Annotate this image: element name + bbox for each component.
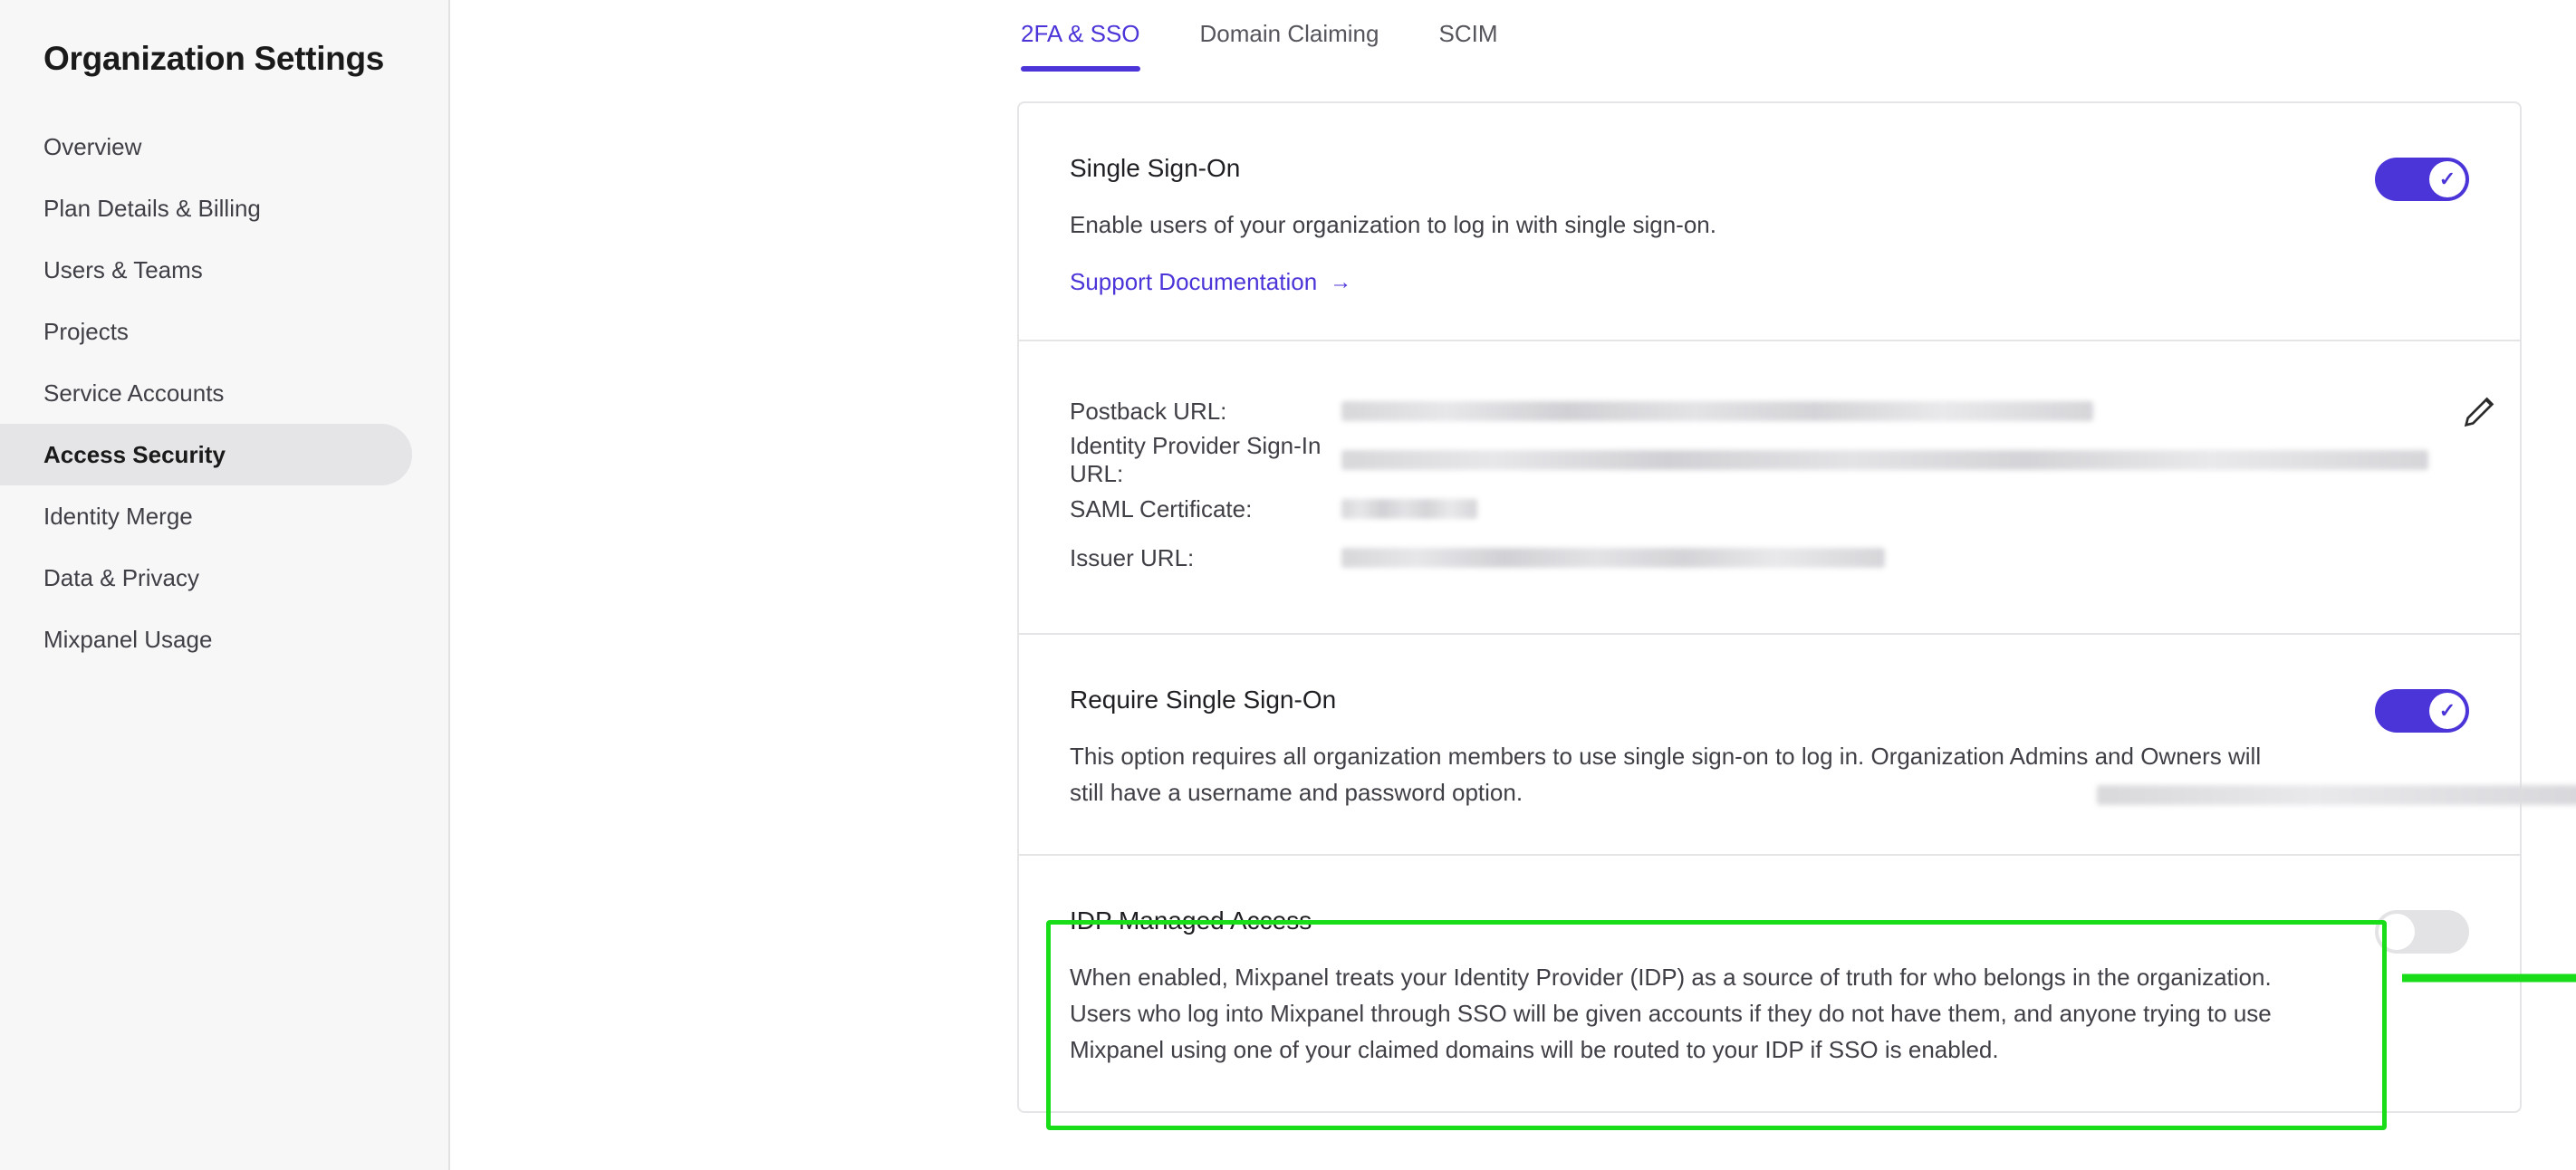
section-require-single-sign-on [1019, 635, 2520, 856]
table-row [1070, 484, 2428, 533]
tab-label: SCIM [1438, 20, 1498, 47]
toggle-knob: ✓ [2429, 161, 2465, 197]
page-title: Organization Settings [43, 40, 385, 77]
table-row [1070, 533, 2428, 582]
section-title: Single Sign-On [1070, 154, 1241, 182]
toggle-knob: ✓ [2429, 693, 2465, 729]
sidebar-item-identity-merge[interactable] [0, 485, 448, 547]
credential-value-redacted [1341, 450, 2428, 470]
section-aside [2288, 906, 2469, 1068]
sidebar-item-label: Access Security [43, 440, 226, 468]
section-description: When enabled, Mixpanel treats your Identity Provider (IDP) as a source of truth for who belongs in the organization. Users who log into Mixpanel through SSO will be given accounts if they do not have them, and anyone trying to use Mixpanel using one of your claimed domains will be routed to your IDP if SSO is enabled. [1070, 964, 2272, 1063]
section-body [1070, 686, 2288, 810]
settings-card [1017, 101, 2522, 1113]
sidebar-item-label: Service Accounts [43, 379, 225, 407]
credential-value-redacted [1341, 499, 1477, 519]
table-row [1070, 387, 2428, 436]
sidebar-nav [0, 116, 448, 670]
idp-managed-access-toggle[interactable] [2375, 910, 2469, 954]
sidebar-item-label: Users & Teams [43, 255, 203, 283]
credential-value-redacted [1341, 401, 2093, 421]
section-title: IDP Managed Access [1070, 906, 1312, 935]
sidebar-item-label: Overview [43, 132, 142, 160]
credentials-table [1070, 387, 2428, 582]
support-documentation-label: Support Documentation [1070, 268, 1318, 295]
pencil-icon [2459, 390, 2501, 432]
sidebar-item-users-teams[interactable] [0, 239, 448, 301]
sidebar-item-projects[interactable] [0, 301, 448, 362]
sidebar-item-label: Mixpanel Usage [43, 625, 213, 653]
credential-label: Identity Provider Sign-In URL: [1070, 432, 1322, 487]
section-idp-managed-access [1019, 856, 2520, 1111]
single-sign-on-toggle[interactable] [2375, 158, 2469, 201]
sidebar-item-plan-details-billing[interactable] [0, 177, 448, 239]
sidebar-item-label: Identity Merge [43, 502, 193, 530]
support-documentation-link[interactable] [1070, 268, 1351, 296]
credential-label: SAML Certificate: [1070, 494, 1253, 523]
sidebar-item-mixpanel-usage[interactable] [0, 609, 448, 670]
credential-label: Issuer URL: [1070, 543, 1195, 571]
sidebar-item-label: Projects [43, 317, 129, 345]
sidebar-item-overview[interactable] [0, 116, 448, 177]
tab-scim[interactable] [1438, 0, 1497, 72]
toggle-knob [2379, 914, 2415, 950]
sidebar-item-service-accounts[interactable] [0, 362, 448, 424]
section-aside [2288, 686, 2469, 810]
tab-2fa-and-sso[interactable] [1021, 0, 1140, 72]
sidebar [0, 0, 450, 1170]
sidebar-item-label: Plan Details & Billing [43, 194, 261, 222]
section-body [1070, 906, 2288, 1068]
section-body [1070, 154, 2288, 296]
sidebar-item-label: Data & Privacy [43, 563, 199, 591]
tab-label: 2FA & SSO [1021, 20, 1140, 47]
arrow-right-icon: → [1330, 269, 1352, 294]
section-single-sign-on [1019, 103, 2520, 341]
credential-value-redacted [1341, 548, 1885, 568]
section-description: Enable users of your organization to log in with single sign-on. [1070, 211, 1716, 238]
table-row [1070, 432, 2428, 487]
sidebar-item-data-privacy[interactable] [0, 547, 448, 609]
tab-domain-claiming[interactable] [1200, 0, 1379, 72]
section-sso-credentials [1019, 341, 2520, 635]
edit-credentials-button[interactable] [2428, 387, 2501, 582]
section-aside [2288, 154, 2469, 296]
require-single-sign-on-toggle[interactable] [2375, 689, 2469, 733]
tab-bar [450, 0, 2576, 101]
section-title: Require Single Sign-On [1070, 686, 1337, 714]
section-description: This option requires all organization members to use single sign-on to log in. Organization Admins and Owners will still have a username and password option. [1070, 743, 2262, 806]
sidebar-item-access-security[interactable] [0, 424, 412, 485]
main-content [450, 0, 2576, 1170]
credential-label: Postback URL: [1070, 397, 1227, 425]
tab-label: Domain Claiming [1199, 20, 1379, 47]
